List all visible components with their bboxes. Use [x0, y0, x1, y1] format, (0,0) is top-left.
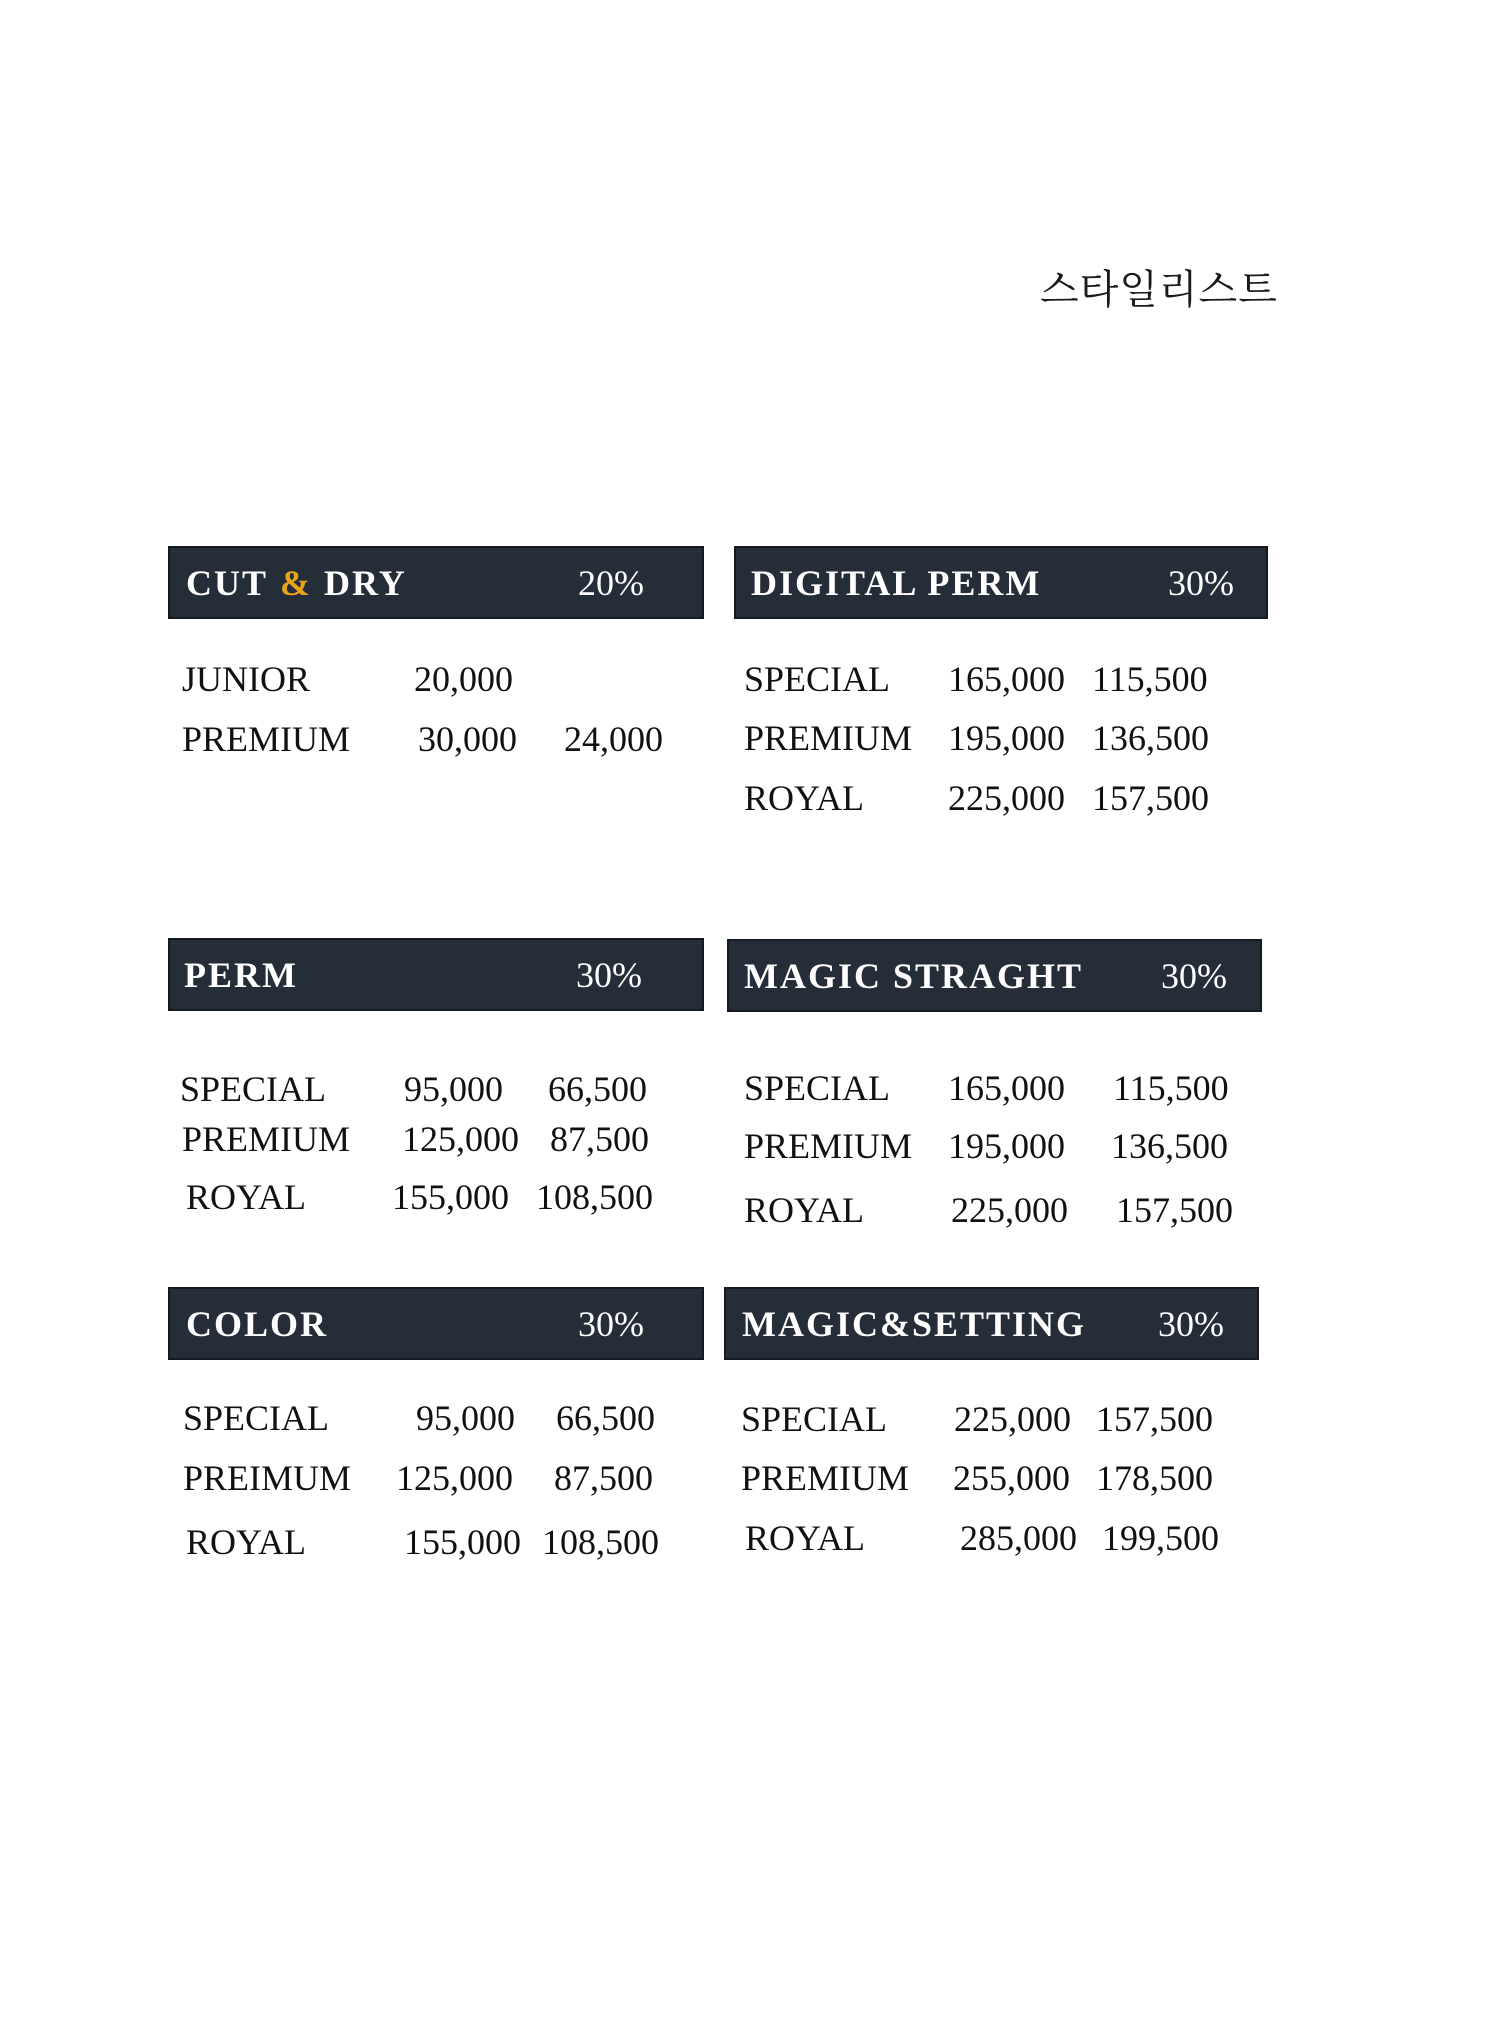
price-row-sale: 108,500	[542, 1522, 659, 1562]
section-header	[734, 546, 1268, 619]
price-row-name: SPECIAL	[744, 1068, 891, 1108]
section-header	[727, 939, 1262, 1012]
price-row-sale: 115,500	[1113, 1068, 1229, 1108]
price-row-price: 195,000	[948, 1126, 1065, 1166]
price-row-sale: 87,500	[554, 1458, 653, 1498]
price-row-price: 195,000	[948, 718, 1065, 758]
section-title: MAGIC STRAGHT	[744, 956, 1084, 996]
price-row-name: SPECIAL	[183, 1398, 330, 1438]
price-row-price: 125,000	[396, 1458, 513, 1498]
discount-label: 20%	[578, 563, 644, 603]
price-row-price: 165,000	[948, 1068, 1065, 1108]
section-title: CUT & DRY	[186, 563, 407, 603]
price-row-name: PREMIUM	[182, 1119, 351, 1159]
section-title: MAGIC&SETTING	[742, 1304, 1087, 1344]
page-title: 스타일리스트	[1040, 267, 1278, 313]
price-row-name: PREIMUM	[183, 1458, 352, 1498]
price-row-price: 95,000	[404, 1069, 503, 1109]
price-row-name: SPECIAL	[741, 1399, 888, 1439]
price-row-name: ROYAL	[186, 1522, 307, 1562]
price-row-price: 165,000	[948, 659, 1065, 699]
price-row-price: 95,000	[416, 1398, 515, 1438]
price-row-name: PREMIUM	[744, 718, 913, 758]
price-row-price: 225,000	[951, 1190, 1068, 1230]
price-row-name: JUNIOR	[182, 659, 311, 699]
price-row-name: ROYAL	[745, 1518, 866, 1558]
discount-label: 30%	[576, 955, 642, 995]
price-row-name: ROYAL	[744, 1190, 865, 1230]
section-title: DIGITAL PERM	[751, 563, 1042, 603]
price-row-price: 285,000	[960, 1518, 1077, 1558]
discount-label: 30%	[1168, 563, 1234, 603]
section-header	[168, 1287, 704, 1360]
price-row-sale: 66,500	[556, 1398, 655, 1438]
price-row-sale: 108,500	[536, 1177, 653, 1217]
price-row-name: ROYAL	[744, 778, 865, 818]
price-row-price: 255,000	[953, 1458, 1070, 1498]
price-row-sale: 136,500	[1092, 718, 1209, 758]
price-row-price: 30,000	[418, 719, 517, 759]
discount-label: 30%	[1161, 956, 1227, 996]
section-title: COLOR	[186, 1304, 329, 1344]
price-row-sale: 136,500	[1111, 1126, 1228, 1166]
section-header	[168, 938, 704, 1011]
price-row-name: PREMIUM	[182, 719, 351, 759]
price-row-sale: 178,500	[1096, 1458, 1213, 1498]
price-row-sale: 157,500	[1092, 778, 1209, 818]
section-header	[168, 546, 704, 619]
price-row-name: ROYAL	[186, 1177, 307, 1217]
price-row-price: 20,000	[414, 659, 513, 699]
discount-label: 30%	[578, 1304, 644, 1344]
price-row-sale: 199,500	[1102, 1518, 1219, 1558]
price-row-sale: 87,500	[550, 1119, 649, 1159]
discount-label: 30%	[1158, 1304, 1224, 1344]
price-row-price: 125,000	[402, 1119, 519, 1159]
price-row-price: 225,000	[948, 778, 1065, 818]
price-row-price: 155,000	[404, 1522, 521, 1562]
price-row-name: PREMIUM	[744, 1126, 913, 1166]
price-row-price: 225,000	[954, 1399, 1071, 1439]
price-row-sale: 115,500	[1092, 659, 1208, 699]
section-title: PERM	[184, 955, 298, 995]
price-row-price: 155,000	[392, 1177, 509, 1217]
price-row-sale: 157,500	[1096, 1399, 1213, 1439]
price-row-sale: 157,500	[1116, 1190, 1233, 1230]
price-row-name: SPECIAL	[180, 1069, 327, 1109]
price-row-name: SPECIAL	[744, 659, 891, 699]
price-row-sale: 66,500	[548, 1069, 647, 1109]
price-row-name: PREMIUM	[741, 1458, 910, 1498]
section-header	[724, 1287, 1259, 1360]
price-row-sale: 24,000	[564, 719, 663, 759]
